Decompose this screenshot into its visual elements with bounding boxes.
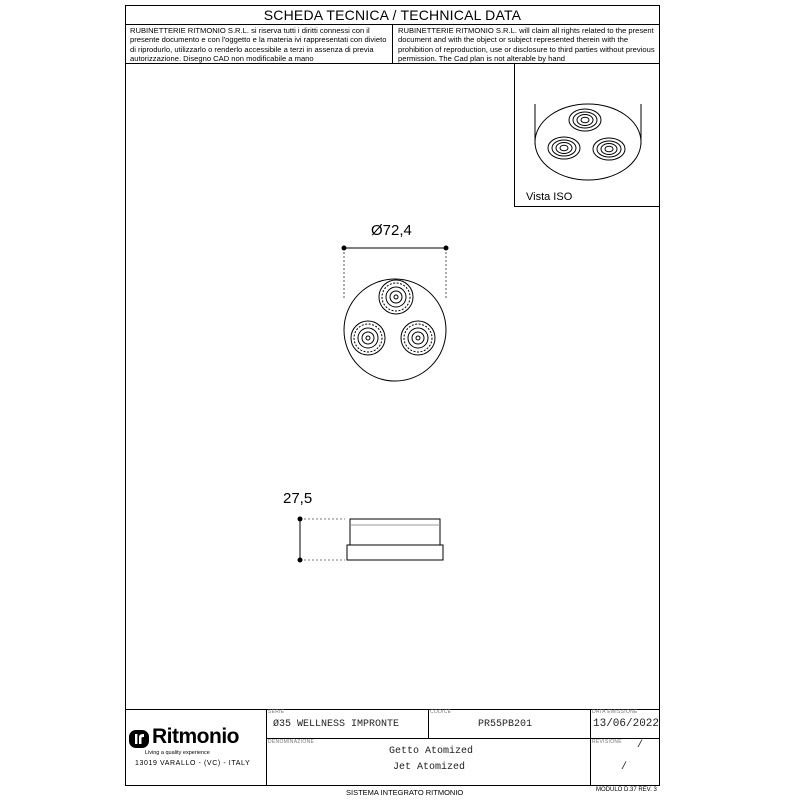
sheet-title: SCHEDA TECNICA / TECHNICAL DATA: [126, 6, 659, 25]
company-logo-text: Ritmonio: [152, 725, 239, 748]
serie-value: Ø35 WELLNESS IMPRONTE: [273, 719, 400, 730]
codice-label: CODICE: [430, 709, 452, 715]
footer-system: SISTEMA INTEGRATO RITMONIO: [346, 788, 464, 797]
diameter-dimension-label: Ø72,4: [371, 222, 412, 239]
denominazione-label: DENOMINAZIONE: [268, 739, 315, 745]
height-dimension-label: 27,5: [283, 490, 313, 507]
side-view-drawing: [290, 505, 460, 570]
copyright-notice-italian: RUBINETTERIE RITMONIO S.R.L. si riserva tutti i diritti connessi con il presente documento e con l'oggetto e la materia ivi rappresentati con divieto di riprodurlo, utilizzarlo o renderlo accessibile a terzi in assenza di previa autorizzazione. Disegno CAD non modificabile a mano: [126, 25, 393, 63]
revisione-value-1: /: [637, 740, 644, 751]
company-tagline: Living a quality experience: [145, 750, 210, 756]
date-value: 13/06/2022: [593, 718, 660, 730]
revisione-label: REVISIONE: [592, 739, 622, 745]
title-block-top-line: [126, 709, 659, 710]
company-address: 13019 VARALLO - (VC) - ITALY: [135, 760, 251, 767]
iso-view-label: Vista ISO: [526, 191, 573, 203]
serie-label: SERIE: [268, 709, 285, 715]
title-block-divider-1: [266, 709, 267, 785]
copyright-notice-english: RUBINETTERIE RITMONIO S.R.L. will claim all rights related to the present document and with the object or subject represented therein with the prohibition of reproduction, use or disclosure to third parties without previous permission. The Cad plan is not alterable by hand: [398, 26, 655, 64]
footer-module: MODULO D.37 REV. 3: [596, 787, 657, 793]
product-name-italian: Getto Atomized: [389, 746, 474, 757]
iso-view-drawing: [515, 64, 659, 206]
title-block-divider-3: [590, 709, 591, 785]
codice-value: PR55PB201: [478, 719, 533, 730]
top-view-drawing: [330, 238, 460, 388]
title-block-divider-2: [428, 709, 429, 738]
product-name-english: Jet Atomized: [393, 762, 466, 773]
revisione-value-2: /: [621, 762, 628, 773]
ritmonio-logo-icon: [128, 729, 150, 749]
date-label: DATA EMISSIONE: [592, 709, 638, 715]
